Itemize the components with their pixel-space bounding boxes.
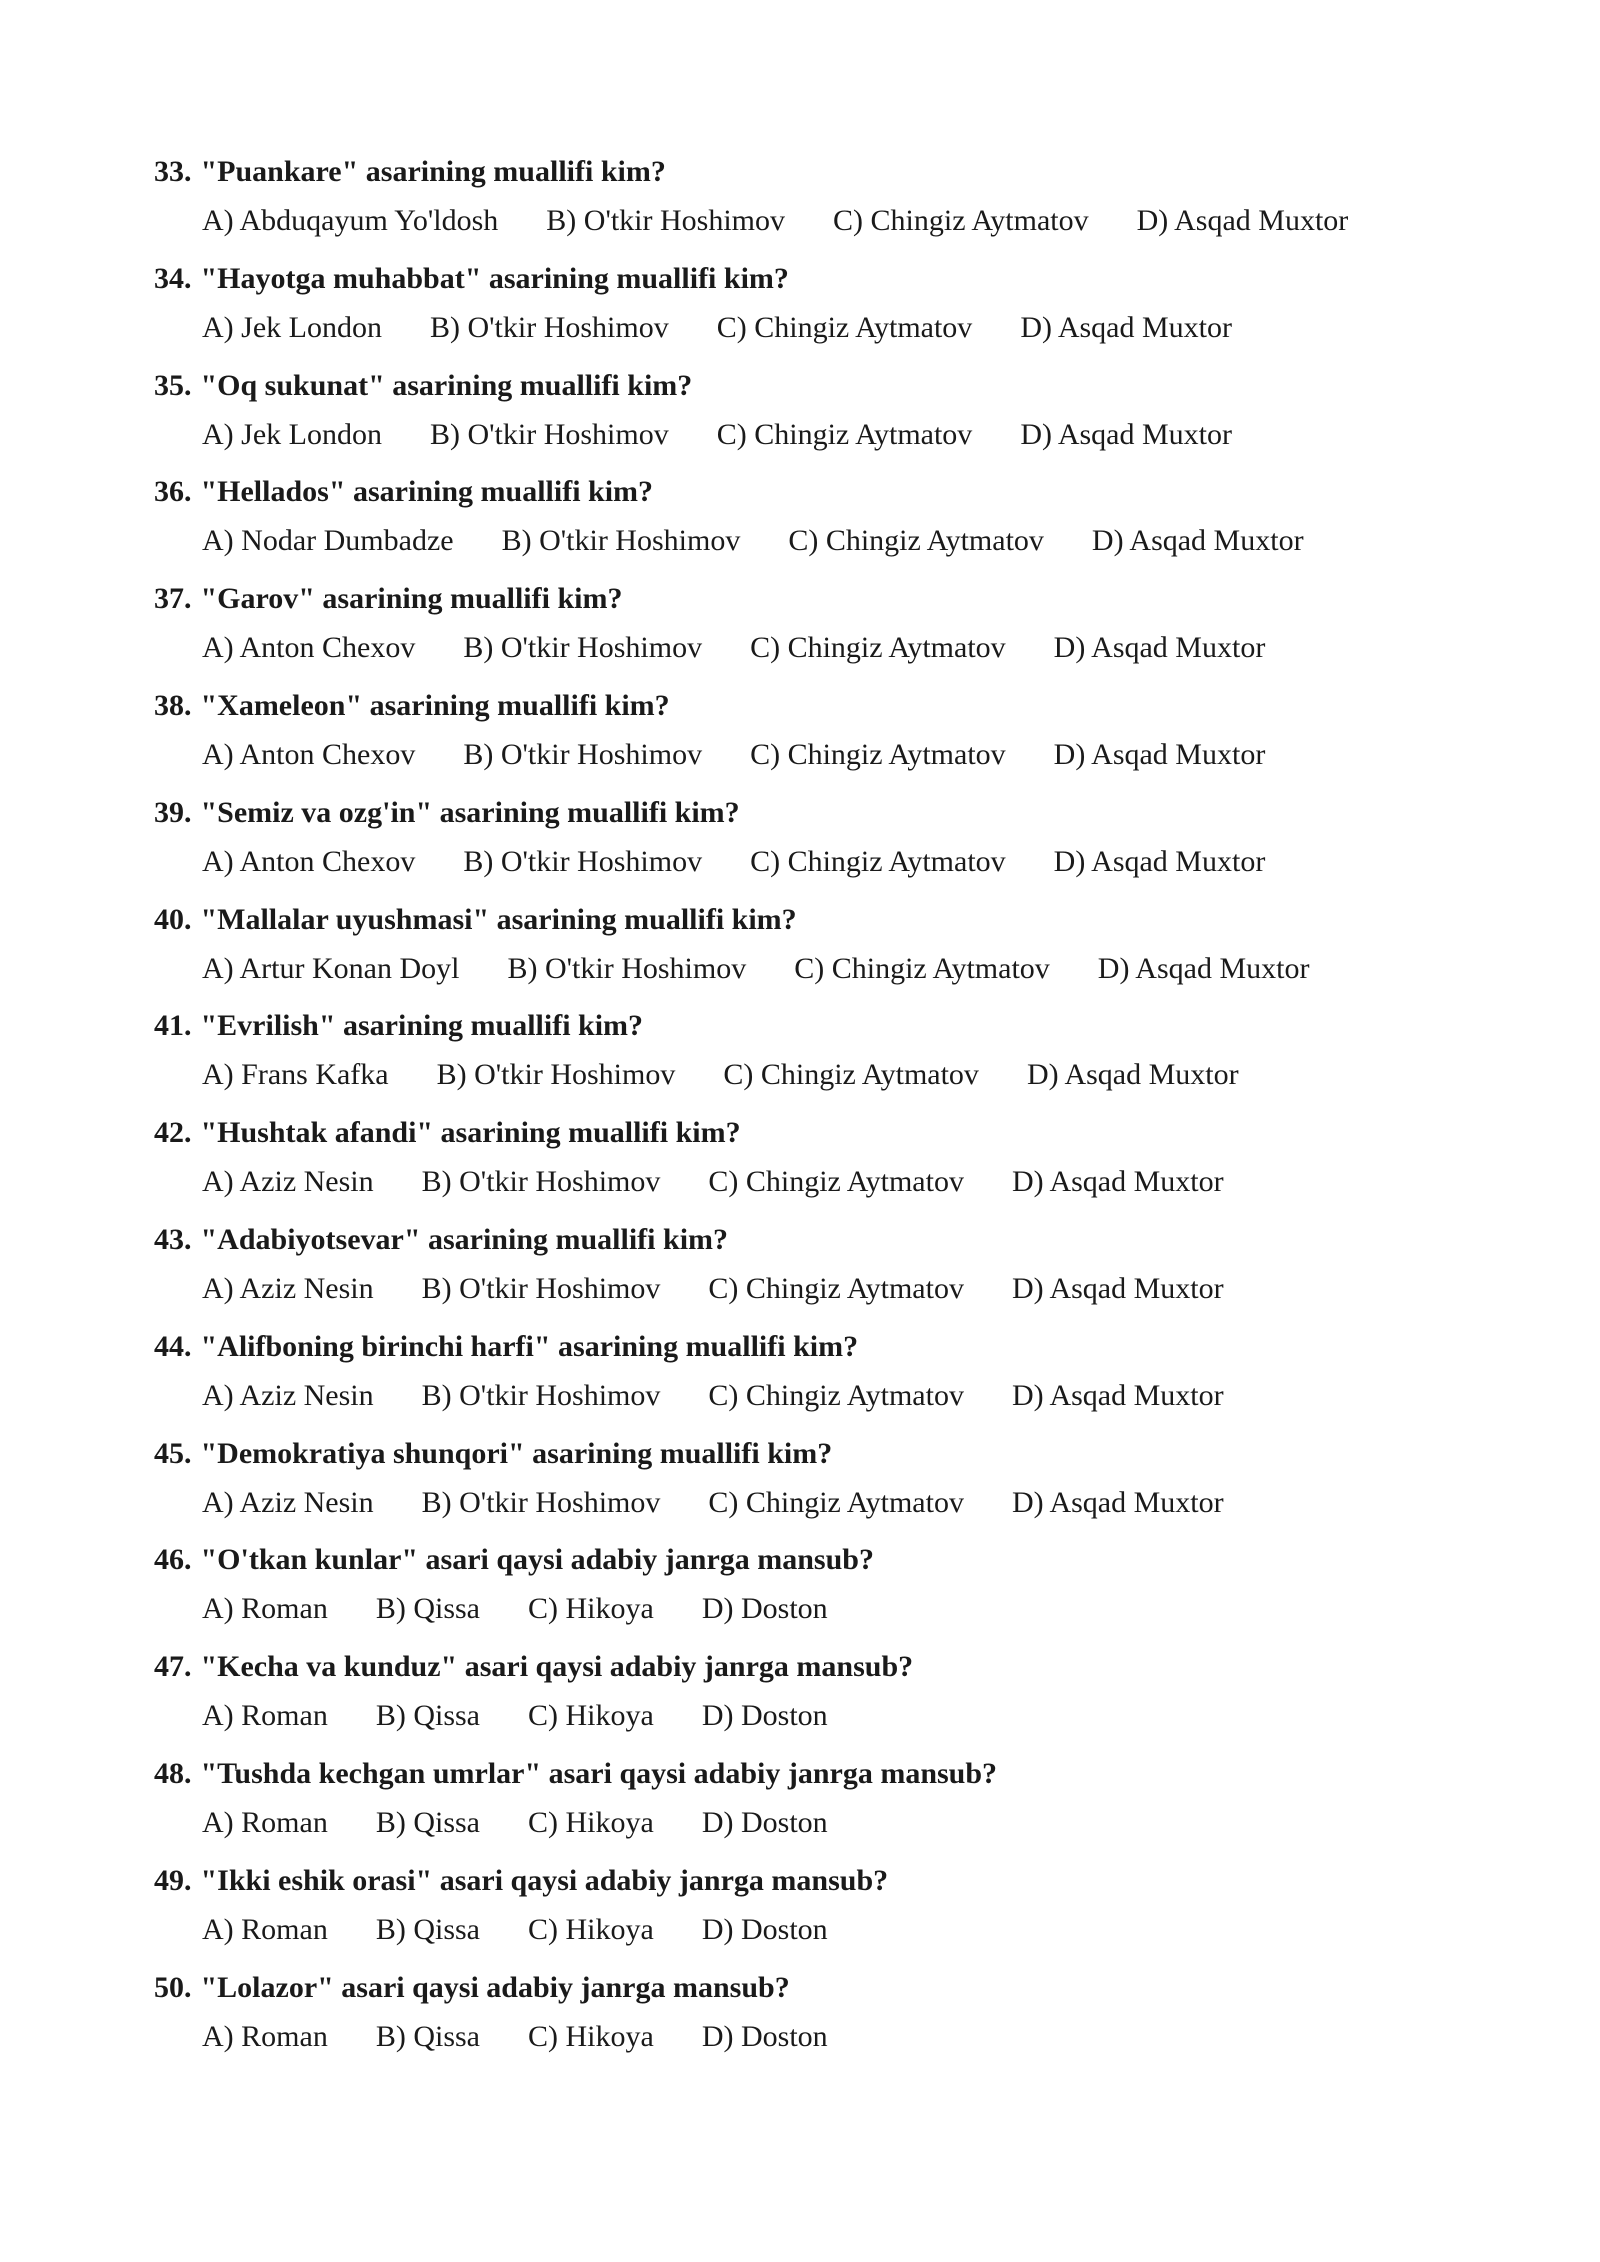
- question-text: "Oq sukunat" asarining muallifi kim?: [200, 368, 693, 402]
- question-number: 37.: [154, 582, 192, 616]
- answer-option: B) O'tkir Hoshimov: [463, 844, 703, 878]
- question-text: "Garov" asarining muallifi kim?: [200, 582, 623, 616]
- question-number: 33.: [154, 155, 192, 188]
- answer-option: D) Asqad Muxtor: [1011, 1378, 1224, 1412]
- answer-options: [154, 1267, 1454, 1311]
- answer-option: D) Asqad Muxtor: [1091, 524, 1304, 558]
- answer-option: A) Jek London: [202, 310, 382, 344]
- answer-option: C) Hikoya: [528, 2019, 654, 2053]
- question-title: [154, 1111, 1454, 1155]
- answer-option: B) O'tkir Hoshimov: [463, 631, 703, 665]
- answer-option: D) Asqad Muxtor: [1011, 1165, 1224, 1199]
- question-text: "Adabiyotsevar" asarining muallifi kim?: [200, 1222, 729, 1256]
- question-item: [154, 1645, 1454, 1752]
- question-text: "Lolazor" asari qaysi adabiy janrga mansub?: [200, 1970, 790, 2004]
- answer-option: B) O'tkir Hoshimov: [436, 1058, 676, 1092]
- answer-option: D) Doston: [701, 1699, 828, 1733]
- answer-options: [154, 1160, 1454, 1204]
- answer-option: A) Artur Konan Doyl: [202, 951, 460, 985]
- question-number: 46.: [154, 1543, 192, 1577]
- question-text: "Kecha va kunduz" asari qaysi adabiy janrga mansub?: [200, 1650, 914, 1684]
- answer-option: A) Aziz Nesin: [202, 1378, 374, 1412]
- question-title: [154, 898, 1454, 942]
- answer-option: D) Asqad Muxtor: [1053, 631, 1266, 665]
- question-item: [154, 684, 1454, 791]
- answer-option: B) Qissa: [375, 2019, 480, 2053]
- answer-option: D) Doston: [701, 1912, 828, 1946]
- question-text: "Tushda kechgan umrlar" asari qaysi adabiy janrga mansub?: [200, 1756, 998, 1790]
- answer-option: A) Aziz Nesin: [202, 1165, 374, 1199]
- question-number: 47.: [154, 1650, 192, 1684]
- answer-option: C) Hikoya: [528, 1805, 654, 1839]
- question-number: 48.: [154, 1756, 192, 1790]
- question-title: [154, 1218, 1454, 1262]
- answer-option: D) Asqad Muxtor: [1136, 204, 1349, 237]
- question-text: "O'tkan kunlar" asari qaysi adabiy janrga mansub?: [200, 1543, 874, 1577]
- question-item: [154, 1432, 1454, 1539]
- question-item: [154, 257, 1454, 364]
- answer-option: C) Chingiz Aytmatov: [708, 1271, 964, 1305]
- question-text: "Hayotga muhabbat" asarining muallifi kim?: [200, 261, 789, 295]
- answer-option: A) Frans Kafka: [202, 1058, 389, 1092]
- answer-option: C) Hikoya: [528, 1912, 654, 1946]
- answer-options: [154, 947, 1454, 991]
- question-item: [154, 1004, 1454, 1111]
- question-title: [154, 1752, 1454, 1796]
- question-text: "Xameleon" asarining muallifi kim?: [200, 688, 670, 722]
- question-number: 41.: [154, 1009, 192, 1043]
- question-number: 43.: [154, 1222, 192, 1256]
- answer-options: [154, 733, 1454, 777]
- question-text: "Ikki eshik orasi" asari qaysi adabiy janrga mansub?: [200, 1863, 889, 1897]
- answer-option: D) Asqad Muxtor: [1020, 417, 1232, 451]
- question-number: 45.: [154, 1436, 192, 1470]
- answer-option: B) O'tkir Hoshimov: [507, 951, 747, 985]
- question-item: [154, 791, 1454, 898]
- question-item: [154, 1859, 1454, 1966]
- answer-option: B) Qissa: [375, 1805, 480, 1839]
- answer-option: B) O'tkir Hoshimov: [421, 1485, 661, 1519]
- answer-option: A) Aziz Nesin: [202, 1485, 374, 1519]
- answer-options: [154, 1374, 1454, 1418]
- answer-option: C) Chingiz Aytmatov: [794, 951, 1050, 985]
- question-title: [154, 470, 1454, 514]
- answer-options: [154, 1053, 1454, 1097]
- question-title: [154, 150, 1454, 194]
- answer-option: D) Doston: [701, 1805, 828, 1839]
- question-title: [154, 257, 1454, 301]
- answer-option: A) Nodar Dumbadze: [202, 524, 454, 558]
- answer-option: A) Aziz Nesin: [202, 1271, 374, 1305]
- answer-options: [154, 1481, 1454, 1525]
- question-number: 35.: [154, 368, 192, 402]
- question-list: [154, 150, 1454, 2072]
- question-number: 44.: [154, 1329, 192, 1363]
- answer-options: [154, 413, 1454, 457]
- question-item: [154, 150, 1454, 257]
- answer-option: D) Asqad Muxtor: [1026, 1058, 1239, 1092]
- answer-options: [154, 2015, 1454, 2059]
- answer-option: A) Anton Chexov: [202, 844, 416, 878]
- answer-option: C) Chingiz Aytmatov: [716, 417, 973, 451]
- answer-option: D) Asqad Muxtor: [1053, 844, 1266, 878]
- answer-options: [154, 1908, 1454, 1952]
- question-text: "Demokratiya shunqori" asarining muallifi kim?: [200, 1436, 833, 1470]
- question-number: 36.: [154, 475, 192, 509]
- answer-options: [154, 199, 1454, 243]
- answer-option: C) Chingiz Aytmatov: [750, 844, 1006, 878]
- question-title: [154, 1325, 1454, 1369]
- answer-option: C) Chingiz Aytmatov: [708, 1165, 964, 1199]
- answer-option: D) Asqad Muxtor: [1011, 1485, 1224, 1519]
- answer-option: B) O'tkir Hoshimov: [421, 1271, 661, 1305]
- answer-option: B) O'tkir Hoshimov: [429, 417, 669, 451]
- question-text: "Hushtak afandi" asarining muallifi kim?: [200, 1116, 741, 1150]
- answer-option: B) O'tkir Hoshimov: [429, 310, 669, 344]
- question-number: 40.: [154, 902, 192, 936]
- answer-option: B) Qissa: [375, 1912, 480, 1946]
- answer-option: C) Chingiz Aytmatov: [708, 1378, 964, 1412]
- question-text: "Puankare" asarining muallifi kim?: [200, 155, 666, 188]
- question-item: [154, 470, 1454, 577]
- question-number: 49.: [154, 1863, 192, 1897]
- answer-option: A) Roman: [202, 1699, 328, 1733]
- question-number: 34.: [154, 261, 192, 295]
- answer-option: B) Qissa: [375, 1592, 480, 1626]
- answer-option: A) Anton Chexov: [202, 737, 416, 771]
- answer-option: C) Hikoya: [528, 1592, 654, 1626]
- question-number: 42.: [154, 1116, 192, 1150]
- answer-option: D) Asqad Muxtor: [1011, 1271, 1224, 1305]
- answer-option: C) Hikoya: [528, 1699, 654, 1733]
- answer-option: A) Jek London: [202, 417, 382, 451]
- answer-option: A) Roman: [202, 2019, 328, 2053]
- question-item: [154, 1752, 1454, 1859]
- question-item: [154, 1111, 1454, 1218]
- question-text: "Alifboning birinchi harfi" asarining muallifi kim?: [200, 1329, 859, 1363]
- question-number: 50.: [154, 1970, 192, 2004]
- answer-options: [154, 1694, 1454, 1738]
- question-title: [154, 684, 1454, 728]
- question-text: "Hellados" asarining muallifi kim?: [200, 475, 654, 509]
- answer-option: C) Chingiz Aytmatov: [788, 524, 1044, 558]
- answer-option: C) Chingiz Aytmatov: [750, 737, 1006, 771]
- question-item: [154, 1325, 1454, 1432]
- answer-option: B) O'tkir Hoshimov: [421, 1378, 661, 1412]
- answer-option: A) Roman: [202, 1805, 328, 1839]
- question-text: "Semiz va ozg'in" asarining muallifi kim?: [200, 795, 740, 829]
- answer-option: D) Doston: [701, 2019, 828, 2053]
- answer-options: [154, 306, 1454, 350]
- question-title: [154, 577, 1454, 621]
- answer-option: A) Roman: [202, 1592, 328, 1626]
- answer-options: [154, 840, 1454, 884]
- answer-option: D) Asqad Muxtor: [1053, 737, 1266, 771]
- question-text: "Evrilish" asarining muallifi kim?: [200, 1009, 644, 1043]
- answer-option: B) O'tkir Hoshimov: [501, 524, 741, 558]
- question-item: [154, 898, 1454, 1005]
- question-item: [154, 1538, 1454, 1645]
- answer-option: B) O'tkir Hoshimov: [421, 1165, 661, 1199]
- question-item: [154, 1966, 1454, 2073]
- answer-option: D) Asqad Muxtor: [1020, 310, 1232, 344]
- answer-option: A) Roman: [202, 1912, 328, 1946]
- question-text: "Mallalar uyushmasi" asarining muallifi kim?: [200, 902, 797, 936]
- answer-option: B) O'tkir Hoshimov: [546, 204, 786, 237]
- question-item: [154, 1218, 1454, 1325]
- answer-option: C) Chingiz Aytmatov: [750, 631, 1006, 665]
- answer-option: B) Qissa: [375, 1699, 480, 1733]
- answer-options: [154, 519, 1454, 563]
- answer-option: C) Chingiz Aytmatov: [723, 1058, 979, 1092]
- document-page: [154, 150, 1454, 2072]
- question-item: [154, 364, 1454, 471]
- answer-option: A) Abduqayum Yo'ldosh: [202, 204, 499, 237]
- answer-option: B) O'tkir Hoshimov: [463, 737, 703, 771]
- answer-options: [154, 1587, 1454, 1631]
- answer-option: D) Asqad Muxtor: [1097, 951, 1310, 985]
- question-item: [154, 577, 1454, 684]
- question-title: [154, 1538, 1454, 1582]
- answer-option: C) Chingiz Aytmatov: [716, 310, 973, 344]
- question-title: [154, 791, 1454, 835]
- answer-option: C) Chingiz Aytmatov: [708, 1485, 964, 1519]
- question-title: [154, 1859, 1454, 1903]
- question-number: 38.: [154, 688, 192, 722]
- answer-option: A) Anton Chexov: [202, 631, 416, 665]
- answer-options: [154, 626, 1454, 670]
- answer-options: [154, 1801, 1454, 1845]
- question-title: [154, 364, 1454, 408]
- question-title: [154, 1004, 1454, 1048]
- question-title: [154, 1645, 1454, 1689]
- answer-option: C) Chingiz Aytmatov: [833, 204, 1089, 237]
- question-number: 39.: [154, 795, 192, 829]
- answer-option: D) Doston: [701, 1592, 828, 1626]
- question-title: [154, 1432, 1454, 1476]
- question-title: [154, 1966, 1454, 2010]
